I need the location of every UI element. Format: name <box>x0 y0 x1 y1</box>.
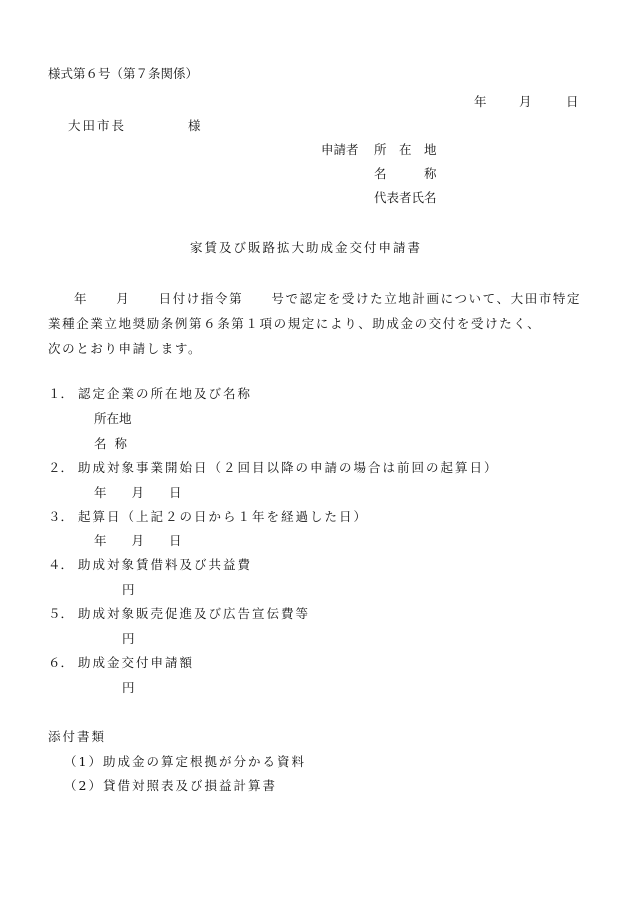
addressee-honorific: 様 <box>188 118 201 133</box>
item-5-heading: 助成対象販売促進及び広告宣伝費等 <box>78 606 311 621</box>
item-1-address-label: 所在地 <box>94 411 132 426</box>
item-6-heading: 助成金交付申請額 <box>78 655 195 670</box>
item-3-heading: 起算日（上記２の日から１年を経過した日） <box>78 509 369 524</box>
document-title: 家賃及び販路拡大助成金交付申請書 <box>190 240 423 255</box>
attachment-item-1: （1）助成金の算定根拠が分かる資料 <box>64 754 306 769</box>
form-number-header: 様式第６号（第７条関係） <box>48 66 199 81</box>
body-paragraph <box>48 286 588 361</box>
applicant-label: 申請者 <box>321 142 359 157</box>
applicant-address-label: 所 在 地 <box>374 142 437 157</box>
item-3-number: ３． <box>48 509 74 524</box>
item-5-yen-field: 円 <box>122 631 135 646</box>
item-4-heading: 助成対象賃借料及び共益費 <box>78 557 253 572</box>
item-1-heading: 認定企業の所在地及び名称 <box>78 386 253 401</box>
body-line-2: 業種企業立地奨励条例第６条第１項の規定により、助成金の交付を受けたく、 <box>48 316 542 331</box>
attachments-heading: 添付書類 <box>48 729 107 744</box>
body-line-3: 次のとおり申請します。 <box>48 341 203 356</box>
item-4-yen-field: 円 <box>122 582 135 597</box>
addressee-name: 大田市長 <box>68 118 127 133</box>
date-day-label: 日 <box>566 94 579 109</box>
applicant-representative-label: 代表者氏名 <box>374 190 437 205</box>
item-4-number: ４． <box>48 557 74 572</box>
applicant-name-label: 名 称 <box>374 166 437 181</box>
attachment-item-2: （2）貸借対照表及び損益計算書 <box>64 778 277 793</box>
item-2-date-field: 年 月 日 <box>94 485 182 500</box>
date-year-label: 年 <box>474 94 487 109</box>
item-2-number: ２． <box>48 460 74 475</box>
date-month-label: 月 <box>519 94 532 109</box>
item-6-number: ６． <box>48 655 74 670</box>
body-line-1: 年 月 日付け指令第 号で認定を受けた立地計画について、大田市特定 <box>74 291 582 306</box>
item-1-number: １． <box>48 386 74 401</box>
item-6-yen-field: 円 <box>122 680 135 695</box>
item-3-date-field: 年 月 日 <box>94 533 182 548</box>
item-5-number: ５． <box>48 606 74 621</box>
item-2-heading: 助成対象事業開始日（２回目以降の申請の場合は前回の起算日） <box>78 460 499 475</box>
item-1-name-label: 名 称 <box>94 436 129 451</box>
